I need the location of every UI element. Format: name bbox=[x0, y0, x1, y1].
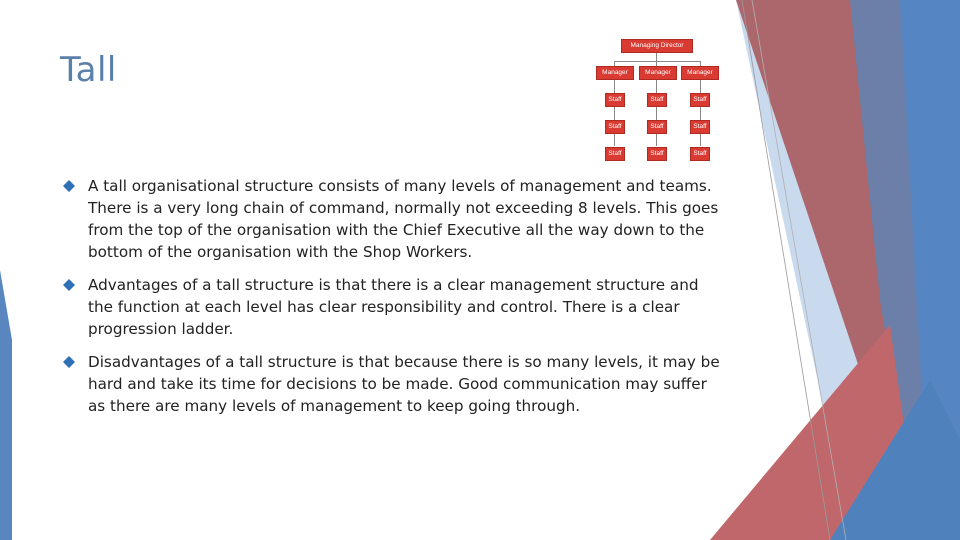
bullet-text: Advantages of a tall structure is that there is a clear management structure and the function at each level has clear responsibility and control. There is a clear progression ladder. bbox=[88, 276, 699, 338]
diamond-bullet-icon bbox=[61, 277, 77, 293]
org-connector bbox=[614, 61, 700, 62]
org-connector bbox=[656, 80, 657, 146]
org-box-managing-director: Managing Director bbox=[621, 39, 693, 53]
bullet-item bbox=[64, 175, 724, 263]
org-connector bbox=[656, 53, 657, 61]
org-box-manager: Manager bbox=[639, 66, 677, 80]
org-box-staff: Staff bbox=[647, 93, 667, 107]
left-blue-strip bbox=[0, 270, 12, 540]
org-box-staff: Staff bbox=[690, 147, 710, 161]
org-box-manager: Manager bbox=[596, 66, 634, 80]
bullet-item bbox=[64, 274, 724, 340]
diamond-bullet-icon bbox=[61, 178, 77, 194]
org-box-staff: Staff bbox=[605, 93, 625, 107]
slide-title: Tall bbox=[60, 50, 117, 90]
org-box-staff: Staff bbox=[647, 147, 667, 161]
org-box-manager: Manager bbox=[681, 66, 719, 80]
bullet-list bbox=[64, 175, 724, 428]
bullet-text: A tall organisational structure consists of many levels of management and teams. There is a very long chain of command, normally not exceeding 8 levels. This goes from the top of the organisation with the Chief Executive all the way down to the bottom of the organisation with the Shop Workers. bbox=[88, 177, 719, 261]
bullet-text: Disadvantages of a tall structure is that because there is so many levels, it may be hard and take its time for decisions to be made. Good communication may suffer as there are many levels of management to keep going through. bbox=[88, 353, 720, 415]
org-box-staff: Staff bbox=[690, 120, 710, 134]
org-chart bbox=[594, 36, 720, 164]
bullet-item bbox=[64, 351, 724, 417]
org-box-staff: Staff bbox=[647, 120, 667, 134]
org-box-staff: Staff bbox=[605, 147, 625, 161]
org-connector bbox=[614, 80, 615, 146]
org-connector bbox=[700, 80, 701, 146]
org-box-staff: Staff bbox=[690, 93, 710, 107]
org-box-staff: Staff bbox=[605, 120, 625, 134]
diamond-bullet-icon bbox=[61, 354, 77, 370]
